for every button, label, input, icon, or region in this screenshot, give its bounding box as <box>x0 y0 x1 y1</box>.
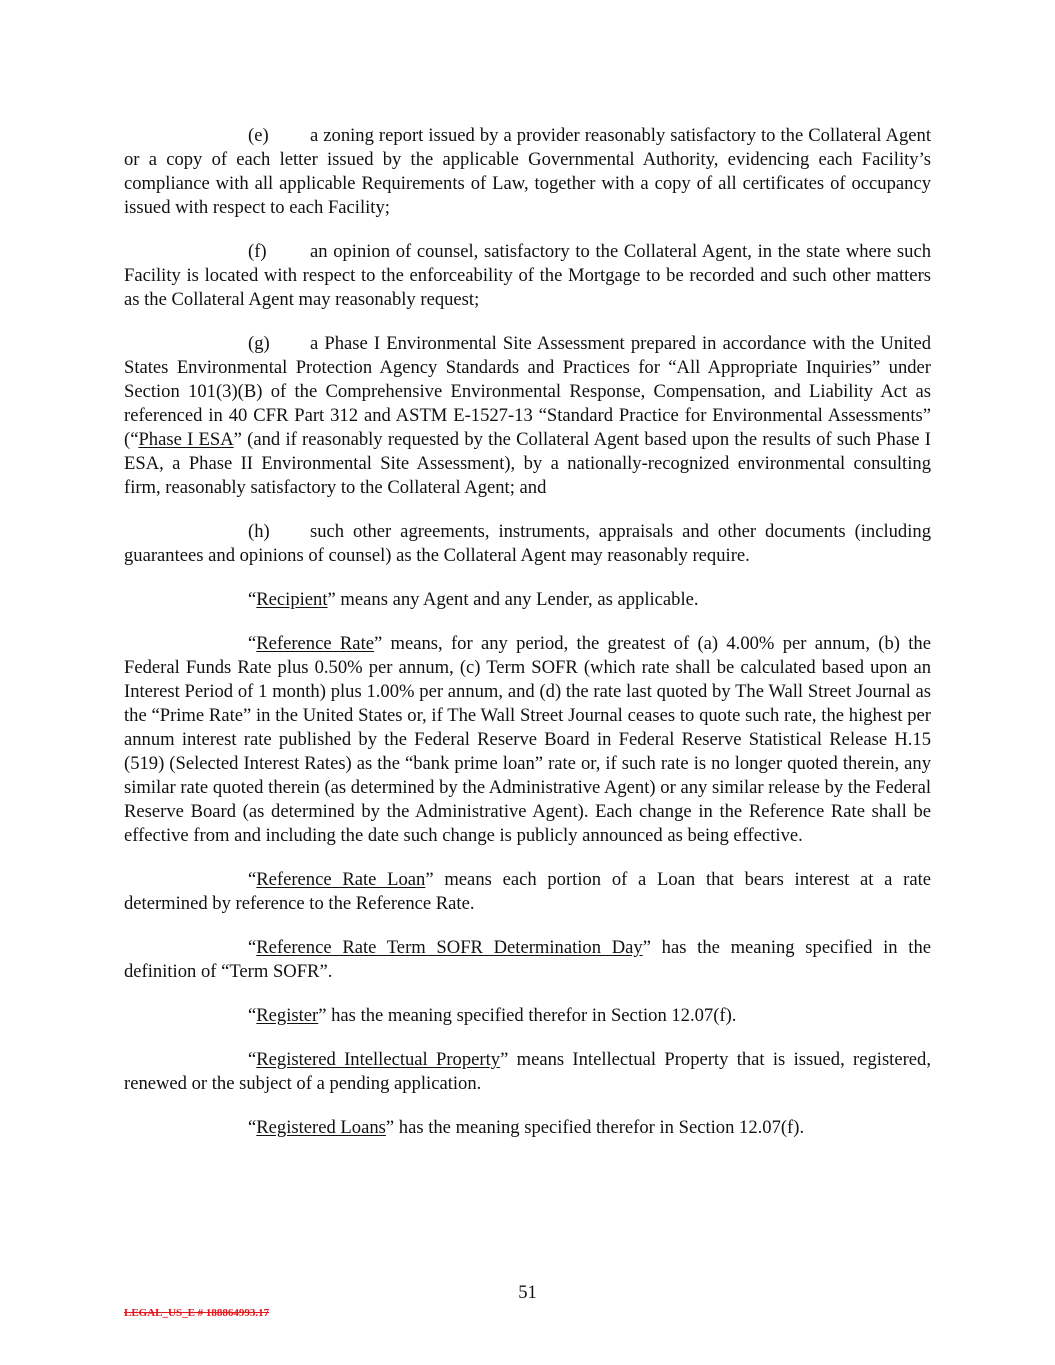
paragraph-g <box>124 332 931 500</box>
definition-reference-rate <box>124 632 931 848</box>
definition-recipient <box>124 588 931 612</box>
definition-text: ” means each portion of a Loan that bears interest at a rate determined by reference to the Reference Rate. <box>124 869 931 914</box>
paragraph-label: (e) <box>248 125 269 146</box>
paragraph-text: a zoning report issued by a provider reasonably satisfactory to the Collateral Agent or a copy of each letter issued by the applicable Governmental Authority, evidencing each Facility’s compliance with all applicable Requirements of Law, together with a copy of all certificates of occupancy issued with respect to each Facility; <box>124 125 931 218</box>
definition-registered-intellectual-property <box>124 1048 931 1096</box>
document-page <box>124 124 931 1160</box>
paragraph-f <box>124 240 931 312</box>
paragraph-e <box>124 124 931 220</box>
open-quote: “ <box>248 1005 257 1026</box>
paragraph-label: (f) <box>248 241 267 262</box>
paragraph-text: a Phase I Environmental Site Assessment prepared in accordance with the United States Environmental Protection Agency Standards and Practices for “All Appropriate Inquiries” under Section 101(3)(B) of the Comprehensive Environmental Response, Compensation, and Liability Act as referenced in 40 CFR Part 312 and ASTM E-1527-13 “Standard Practice for Environmental Assessments” (“ <box>124 333 931 450</box>
document-footer-id: LEGAL_US_E # 188864993.17 <box>124 1307 270 1319</box>
definition-reference-rate-loan <box>124 868 931 916</box>
definition-text: ” has the meaning specified therefor in Section 12.07(f). <box>385 1117 805 1138</box>
paragraph-text: such other agreements, instruments, appraisals and other documents (including guarantees and opinions of counsel) as the Collateral Agent may reasonably require. <box>124 521 931 566</box>
open-quote: “ <box>248 633 257 654</box>
defined-term: Phase I ESA <box>138 429 234 450</box>
definition-text: ” means any Agent and any Lender, as applicable. <box>327 589 699 610</box>
open-quote: “ <box>248 1049 257 1070</box>
page-number: 51 <box>518 1282 537 1303</box>
open-quote: “ <box>248 869 257 890</box>
definition-text: ” has the meaning specified in the definition of “Term SOFR”. <box>124 937 931 982</box>
defined-term: Register <box>256 1005 319 1026</box>
definition-text: ” means, for any period, the greatest of (a) 4.00% per annum, (b) the Federal Funds Rate plus 0.50% per annum, (c) Term SOFR (which rate shall be calculated based upon an Interest Period of 1 month) plus 1.00% per annum, and (d) the rate last quoted by The Wall Street Journal as the “Prime Rate” in the United States or, if The Wall Street Journal ceases to quote such rate, the highest per annum interest rate published by the Federal Reserve Board in Federal Reserve Statistical Release H.15 (519) (Selected Interest Rates) as the “bank prime loan” rate or, if such rate is no longer quoted therein, any similar rate quoted therein (as determined by the Administrative Agent) or any similar release by the Federal Reserve Board (as determined by the Administrative Agent). Each change in the Reference Rate shall be effective from and including the date such change is publicly announced as being effective. <box>124 633 931 846</box>
paragraph-text: an opinion of counsel, satisfactory to the Collateral Agent, in the state where such Facility is located with respect to the enforceability of the Mortgage to be recorded and such other matters as the Collateral Agent may reasonably request; <box>124 241 931 310</box>
defined-term: Recipient <box>256 589 328 610</box>
open-quote: “ <box>248 589 257 610</box>
definition-registered-loans <box>124 1116 931 1140</box>
defined-term: Reference Rate Term SOFR Determination Day <box>256 937 643 958</box>
definition-text: ” has the meaning specified therefor in Section 12.07(f). <box>318 1005 737 1026</box>
open-quote: “ <box>248 937 257 958</box>
defined-term: Reference Rate <box>256 633 374 654</box>
defined-term: Registered Loans <box>256 1117 386 1138</box>
defined-term: Registered Intellectual Property <box>256 1049 501 1070</box>
paragraph-text: ” (and if reasonably requested by the Collateral Agent based upon the results of such Phase I ESA, a Phase II Environmental Site Assessment), by a nationally-recognized environmental consulting firm, reasonably satisfactory to the Collateral Agent; and <box>124 429 931 498</box>
paragraph-h <box>124 520 931 568</box>
defined-term: Reference Rate Loan <box>256 869 426 890</box>
open-quote: “ <box>248 1117 257 1138</box>
paragraph-label: (g) <box>248 333 270 354</box>
paragraph-label: (h) <box>248 521 270 542</box>
definition-text: ” means Intellectual Property that is issued, registered, renewed or the subject of a pending application. <box>124 1049 931 1094</box>
definition-register <box>124 1004 931 1028</box>
definition-reference-rate-term-sofr-determination-day <box>124 936 931 984</box>
